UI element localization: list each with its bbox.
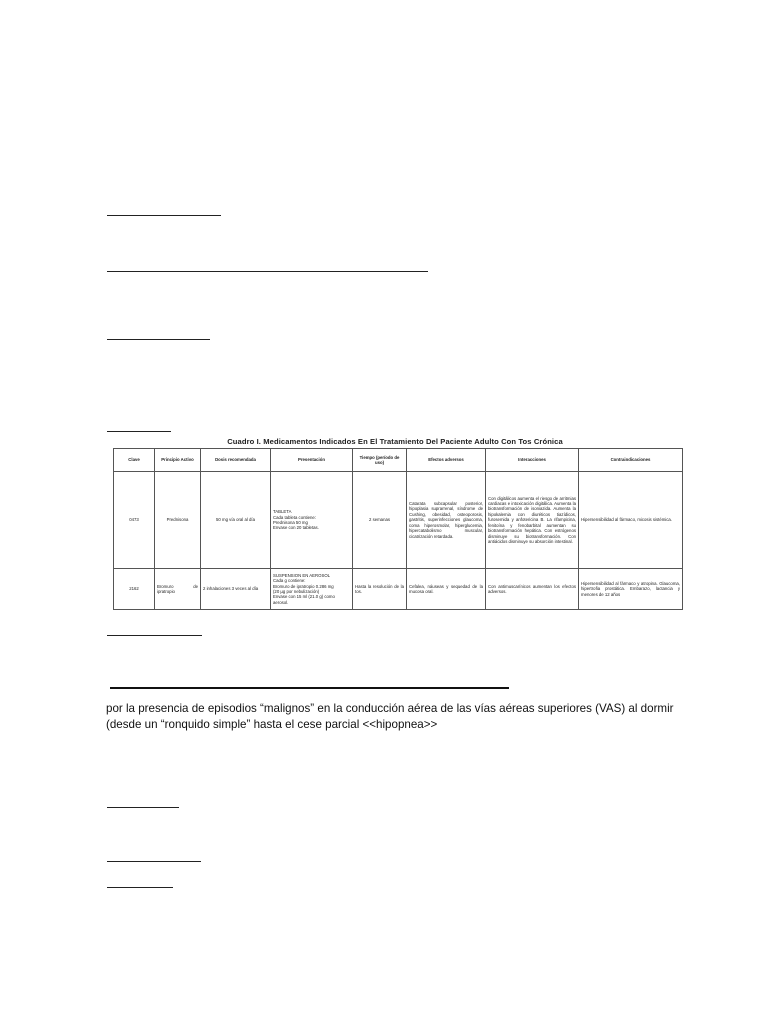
heading-underline-7: [107, 807, 179, 808]
heading-underline-4: [107, 431, 171, 432]
header-efectos: Efectos adversos: [407, 449, 486, 472]
paragraph-line: (desde un “ronquido simple” hasta el cese parcial <<hipopnea>>: [106, 718, 438, 731]
table-caption: Cuadro I. Medicamentos Indicados En El Tratamiento Del Paciente Adulto Con Tos Crónica: [227, 437, 563, 446]
header-presentacion: Presentación: [271, 449, 353, 472]
cell-presentacion: TABLETA Cada tableta contiene: Prednisona 50 mg Envase con 20 tabletas.: [271, 472, 353, 569]
header-contraindicaciones: Contraindicaciones: [579, 449, 683, 472]
heading-underline-8: [107, 861, 201, 862]
header-tiempo: Tiempo (período de uso): [353, 449, 407, 472]
cell-principio: Bromuro de ipratropio: [155, 569, 201, 610]
cell-contraindicaciones: Hipersensibilidad al fármaco, micosis sistémica.: [579, 472, 683, 569]
heading-underline-3: [107, 339, 210, 340]
cell-principio: Prednisona: [155, 472, 201, 569]
paragraph-line: por la presencia de episodios “malignos” en la conducción aérea de las vías aéreas superiores (VAS) al dormir: [106, 702, 674, 715]
body-paragraph: [106, 701, 674, 733]
cell-efectos: Cefalea, náuseas y sequedad de la mucosa oral.: [407, 569, 486, 610]
cell-tiempo: Hasta la resolución de la tos.: [353, 569, 407, 610]
cell-efectos: Catarata subcapsular posterior, hipoplasia suprarrenal, síndrome de Cushing, obesidad, osteoporosis, gastritis, superinfecciones glaucoma, coma hiperosmolar, hiperglucemia, hipercatabolismo muscular, cicatrización retardada.: [407, 472, 486, 569]
table-row: [114, 569, 683, 610]
cell-interacciones: Con antimuscarínicos aumentan los efectos adversos.: [486, 569, 579, 610]
heading-underline-6: [110, 687, 509, 689]
cell-dosis: 2 inhalaciones 3 veces al día: [201, 569, 271, 610]
cell-interacciones: Con digitálicos aumenta el riesgo de arritmias cardiacas e intoxicación digitálica. Aumenta la biotransformación de isoniazida. Aumenta la hipokalemia con diuréticos tiazídicos, furosemida y anfotericina B. La rifampicina, fenitoína y fenobarbital aumentan su biotransformación hepática. Con estrógenos disminuye su biotransformación. Con antiácidos disminuye su absorción intestinal.: [486, 472, 579, 569]
cell-dosis: 50 mg vía oral al día: [201, 472, 271, 569]
cell-clave: 2162: [114, 569, 155, 610]
header-clave: Clave: [114, 449, 155, 472]
cell-presentacion: SUSPENSION EN AEROSOL Cada g contiene: Bromuro de ipratropio 0.286 mg (20 µg por nebulización) Envase con 15 ml (21.0 g) como aerosol.: [271, 569, 353, 610]
cell-tiempo: 2 semanas: [353, 472, 407, 569]
cell-contraindicaciones: Hipersensibilidad al fármaco y atropina. Glaucoma, hipertrofia prostática. Embarazo, lactancia y menores de 12 años: [579, 569, 683, 610]
header-principio-activo: Principio Activo: [155, 449, 201, 472]
heading-underline-9: [107, 887, 173, 888]
table-row: [114, 472, 683, 569]
heading-underline-5: [107, 635, 202, 636]
medication-table: [113, 448, 683, 610]
table-header-row: [114, 449, 683, 472]
header-dosis: Dosis recomendada: [201, 449, 271, 472]
heading-underline-1: [107, 215, 221, 216]
heading-underline-2: [107, 271, 428, 272]
header-interacciones: Interacciones: [486, 449, 579, 472]
cell-clave: 0473: [114, 472, 155, 569]
